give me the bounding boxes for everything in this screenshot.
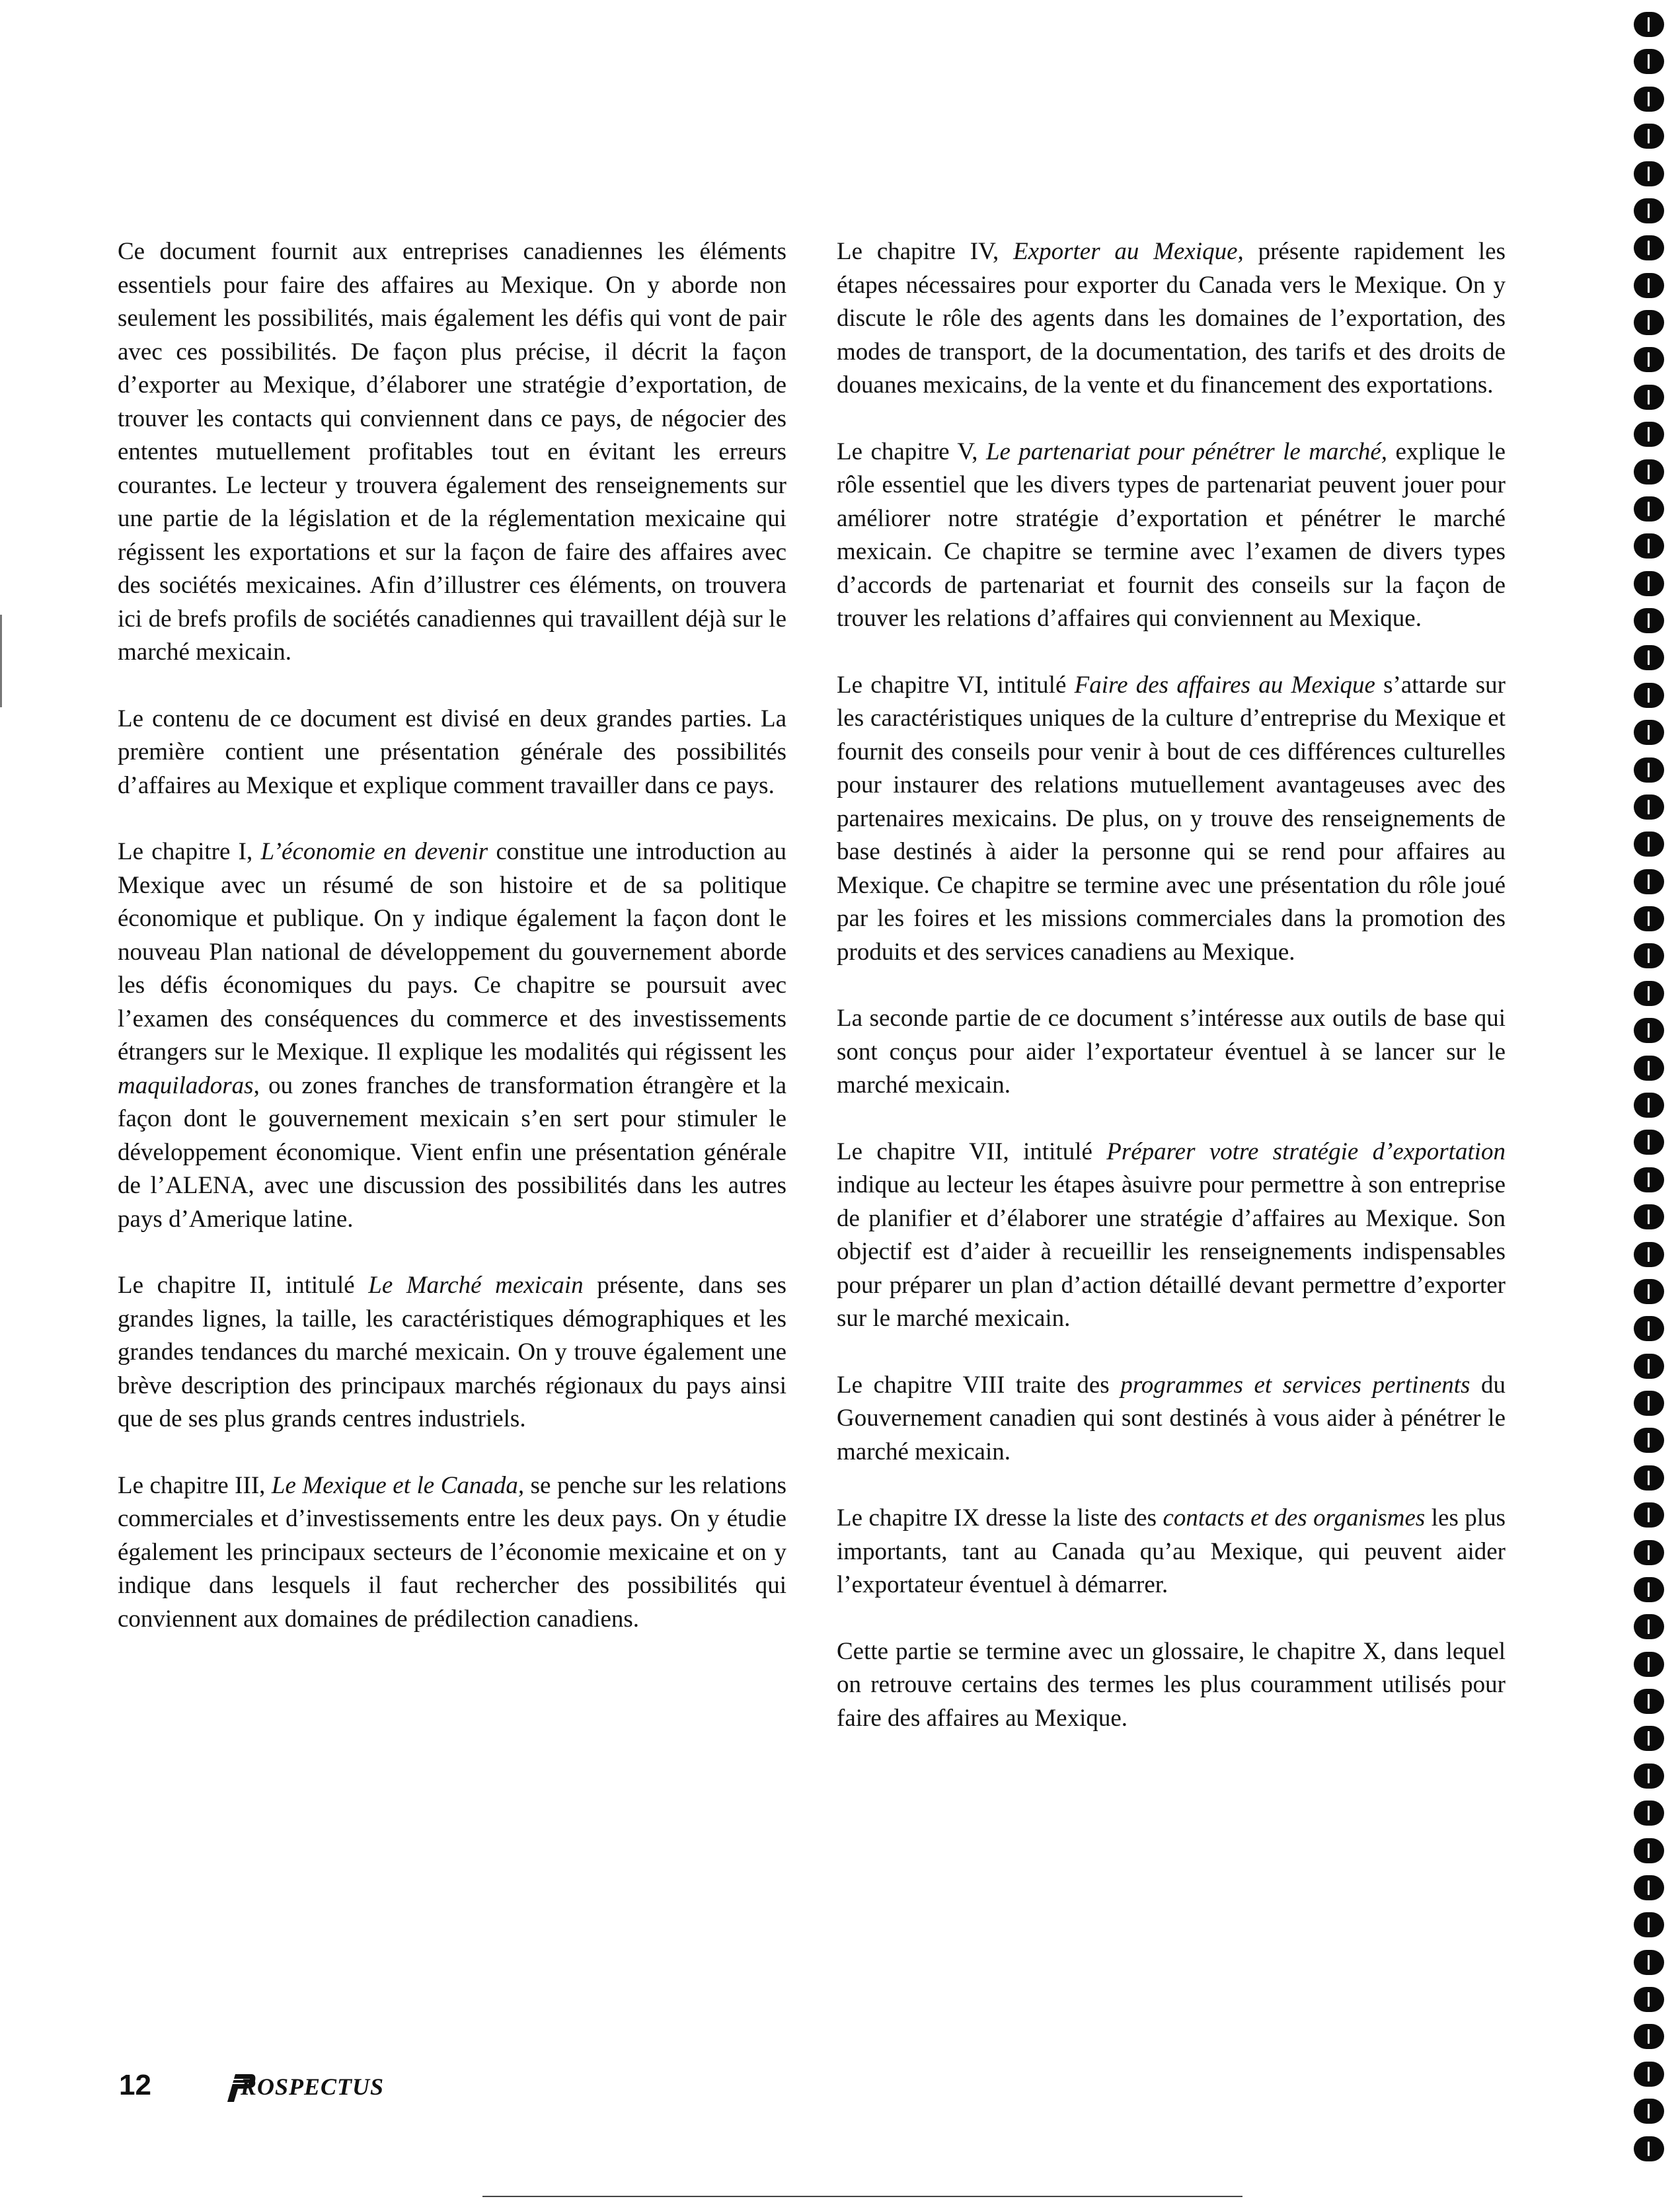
binding-hole	[1634, 1428, 1664, 1453]
text-run: Le chapitre II, intitulé	[118, 1272, 369, 1299]
left-text-column	[118, 235, 786, 1636]
binding-hole	[1634, 683, 1664, 708]
italic-title: Préparer votre stratégie d’exportation	[1106, 1138, 1506, 1165]
text-run: , ou zones franches de transformation étrangère et la façon dont le gouvernement mexicain s’en sert pour stimuler le développement économique. Vient enfin une présentation générale de l’ALENA, avec une discussion des possibilités dans les autres pays d’Amerique latine.	[118, 1071, 786, 1233]
binding-hole	[1634, 49, 1664, 74]
binding-hole	[1634, 2024, 1664, 2049]
binding-hole	[1634, 1540, 1664, 1565]
italic-title: maquiladoras	[118, 1071, 254, 1099]
binding-hole	[1634, 1204, 1664, 1229]
text-run: Le chapitre VIII traite des	[837, 1371, 1121, 1399]
binding-hole	[1634, 720, 1664, 745]
binding-hole	[1634, 1279, 1664, 1304]
paragraph	[837, 235, 1506, 403]
binding-hole	[1634, 1093, 1664, 1118]
binding-hole	[1634, 198, 1664, 223]
binding-hole	[1634, 1875, 1664, 1900]
text-run: Le contenu de ce document est divisé en deux grandes parties. La première contient une présentation générale des possibilités d’affaires au Mexique et explique comment travailler dans ce pays.	[118, 705, 786, 799]
binding-hole	[1634, 1652, 1664, 1677]
text-run: Le chapitre VII, intitulé	[837, 1138, 1107, 1165]
italic-title: Exporter au Mexique,	[1013, 238, 1244, 265]
text-run: présente rapidement les étapes nécessaires pour exporter du Canada vers le Mexique. On y discute le rôle des agents dans les domaines de l’exportation, des modes de transport, de la documentation, des tarifs et des droits de douanes mexicains, de la vente et du financement des exportations.	[837, 238, 1506, 399]
text-run: Le chapitre VI, intitulé	[837, 671, 1075, 699]
text-run: explique le rôle essentiel que les divers types de partenariat peuvent jouer pour améliorer notre stratégie d’exportation et pénétrer le marché mexicain. Ce chapitre se termine avec l’examen de divers types d’accords de partenariat et fournit des conseils sur la façon de trouver les relations d’affaires qui conviennent au Mexique.	[837, 438, 1506, 632]
spiral-binding	[1634, 12, 1667, 2200]
text-run: présente, dans ses grandes lignes, la taille, les caractéristiques démographiques et les grandes tendances du marché mexicain. On y trouve également une brève description des principaux marchés régionaux du pays ainsi que de ses plus grands centres industriels.	[118, 1272, 786, 1432]
binding-hole	[1634, 1838, 1664, 1863]
binding-hole	[1634, 1242, 1664, 1267]
binding-hole	[1634, 347, 1664, 372]
italic-title: Faire des affaires au Mexique	[1074, 671, 1375, 699]
text-run: Le chapitre IX dresse la liste des	[837, 1504, 1163, 1531]
paragraph	[118, 1269, 786, 1436]
right-text-column	[837, 235, 1506, 1735]
binding-hole	[1634, 794, 1664, 820]
page-number: 12	[119, 2069, 151, 2101]
paragraph	[837, 1136, 1506, 1336]
binding-hole	[1634, 757, 1664, 783]
paragraph	[837, 1369, 1506, 1469]
binding-hole	[1634, 1056, 1664, 1081]
binding-hole	[1634, 161, 1664, 186]
text-run: Le chapitre I,	[118, 838, 261, 865]
binding-hole	[1634, 124, 1664, 149]
paragraph	[837, 1635, 1506, 1736]
text-run: Cette partie se termine avec un glossaire, le chapitre X, dans lequel on retrouve certains des termes les plus couramment utilisés pour faire des affaires au Mexique.	[837, 1637, 1506, 1732]
binding-hole	[1634, 385, 1664, 410]
text-run: Le chapitre IV,	[837, 238, 1014, 265]
binding-hole	[1634, 1018, 1664, 1043]
binding-hole	[1634, 1577, 1664, 1602]
italic-title: contacts et des organismes	[1163, 1504, 1426, 1531]
paragraph	[837, 436, 1506, 636]
binding-hole	[1634, 906, 1664, 931]
binding-hole	[1634, 422, 1664, 447]
binding-hole	[1634, 1912, 1664, 1937]
scan-edge-mark	[0, 615, 2, 707]
binding-hole	[1634, 273, 1664, 298]
text-run: Le chapitre III,	[118, 1471, 272, 1499]
italic-title: Le Mexique et le Canada,	[271, 1471, 525, 1499]
text-run: constitue une introduction au Mexique avec un résumé de son histoire et de sa politique économique et publique. On y indique également la façon dont le nouveau Plan national de développement du gouvernement aborde les défis économiques du pays. Ce chapitre se poursuit avec l’examen des conséquences du commerce et des investissements étrangers sur le Mexique. Il explique les modalités qui régissent les	[118, 838, 786, 1066]
paragraph	[837, 669, 1506, 970]
paragraph	[118, 835, 786, 1236]
text-run: indique au lecteur les étapes àsuivre pour permettre à son entreprise de planifier et d’élaborer une stratégie d’affaires au Mexique. Son objectif est d’aider à recueillir les renseignements indispensables pour préparer un plan d’action détaillé devant permettre d’exporter sur le marché mexicain.	[837, 1171, 1506, 1332]
paragraph	[118, 703, 786, 803]
binding-hole	[1634, 1763, 1664, 1789]
binding-hole	[1634, 869, 1664, 894]
text-run: se penche sur les relations commerciales et d’investissements entre les deux pays. On y étudie également les principaux secteurs de l’économie mexicaine et on y indique dans lesquels il faut rechercher des possibilités qui conviennent aux domaines de prédilection canadiens.	[118, 1471, 786, 1633]
binding-hole	[1634, 981, 1664, 1006]
binding-hole	[1634, 1316, 1664, 1341]
binding-hole	[1634, 943, 1664, 968]
paragraph	[118, 235, 786, 670]
binding-hole	[1634, 571, 1664, 596]
text-run: s’attarde sur les caractéristiques uniques de la culture d’entreprise du Mexique et fournit des conseils pour venir à bout de ces différences culturelles pour instaurer des relations mutuellement avantageuses avec des partenaires mexicains. De plus, on y trouve des renseignements de base destinés à aider la personne qui se rend pour affaires au Mexique. Ce chapitre se termine avec une présentation du rôle joué par les foires et les missions commerciales dans la promotion des produits et des services canadiens au Mexique.	[837, 671, 1506, 966]
binding-hole	[1634, 12, 1664, 37]
prospectus-logo	[218, 2068, 385, 2107]
italic-title: programmes et services pertinents	[1120, 1371, 1470, 1399]
binding-hole	[1634, 1801, 1664, 1826]
paragraph	[837, 1502, 1506, 1602]
binding-hole	[1634, 2136, 1664, 2161]
italic-title: L’économie en devenir	[260, 838, 488, 865]
binding-hole	[1634, 645, 1664, 670]
binding-hole	[1634, 608, 1664, 633]
prospectus-logo-text: ROSPECTUS	[241, 2073, 385, 2100]
binding-hole	[1634, 1391, 1664, 1416]
text-run: du Gouvernement canadien qui sont destinés à vous aider à pénétrer le marché mexicain.	[837, 1371, 1506, 1465]
binding-hole	[1634, 310, 1664, 335]
binding-hole	[1634, 1502, 1664, 1528]
binding-hole	[1634, 2062, 1664, 2087]
binding-hole	[1634, 1614, 1664, 1639]
binding-hole	[1634, 1130, 1664, 1155]
binding-hole	[1634, 1689, 1664, 1714]
italic-title: Le Marché mexicain	[368, 1272, 584, 1299]
text-run: La seconde partie de ce document s’intéresse aux outils de base qui sont conçus pour aider l’exportateur éventuel à se lancer sur le marché mexicain.	[837, 1005, 1506, 1099]
binding-hole	[1634, 496, 1664, 522]
binding-hole	[1634, 1726, 1664, 1751]
binding-hole	[1634, 1354, 1664, 1379]
binding-hole	[1634, 1950, 1664, 1975]
binding-hole	[1634, 2099, 1664, 2124]
binding-hole	[1634, 1167, 1664, 1192]
binding-hole	[1634, 235, 1664, 260]
binding-hole	[1634, 1987, 1664, 2012]
text-run: Le chapitre V,	[837, 438, 986, 465]
text-run: les plus importants, tant au Canada qu’au Mexique, qui peuvent aider l’exportateur éventuel à démarrer.	[837, 1504, 1506, 1598]
paragraph	[837, 1002, 1506, 1103]
binding-hole	[1634, 459, 1664, 484]
binding-hole	[1634, 1465, 1664, 1491]
binding-hole	[1634, 832, 1664, 857]
scan-bottom-rule	[482, 2196, 1242, 2197]
binding-hole	[1634, 87, 1664, 112]
text-run: Ce document fournit aux entreprises canadiennes les éléments essentiels pour faire des affaires au Mexique. On y aborde non seulement les possibilités, mais également les défis qui vont de pair avec ces possibilités. De façon plus précise, il décrit la façon d’exporter au Mexique, d’élaborer une stratégie d’exportation, de trouver les contacts qui conviennent dans ce pays, de négocier des ententes mutuellement profitables tout en évitant les erreurs courantes. Le lecteur y trouvera également des renseignements sur une partie de la législation et de la réglementation mexicaine qui régissent les exportations et sur la façon de faire des affaires avec des sociétés mexicaines. Afin d’illustrer ces éléments, on trouvera ici de brefs profils de sociétés canadiennes qui travaillent déjà sur le marché mexicain.	[118, 238, 786, 666]
paragraph	[118, 1469, 786, 1637]
binding-hole	[1634, 533, 1664, 559]
italic-title: Le partenariat pour pénétrer le marché,	[985, 438, 1388, 465]
